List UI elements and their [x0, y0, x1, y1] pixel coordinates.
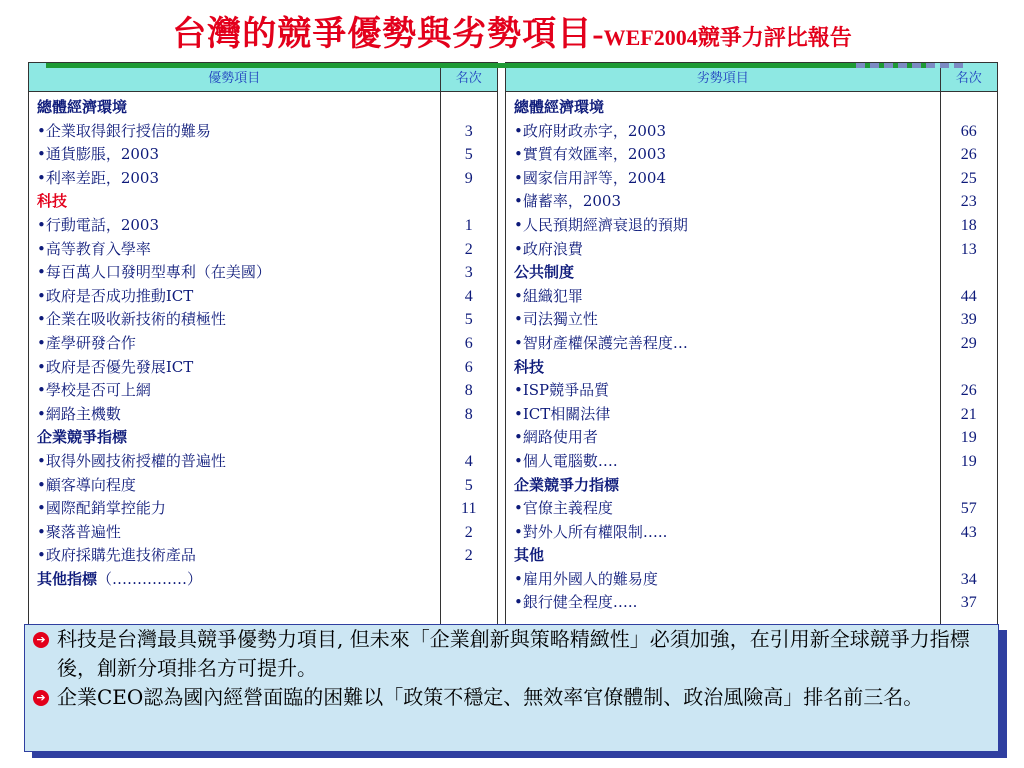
- item-rank: 4: [440, 450, 497, 474]
- item-rank: 21: [940, 403, 997, 427]
- strengths-item-row: [29, 521, 497, 545]
- weaknesses-item-row: [506, 308, 997, 332]
- strengths-item-row: [29, 497, 497, 521]
- item-label: •銀行健全程度…..: [514, 593, 638, 612]
- item-rank: 8: [440, 379, 497, 403]
- strengths-header-rank: 名次: [440, 63, 497, 91]
- item-rank: 43: [940, 521, 997, 545]
- item-label: •個人電腦數….: [514, 451, 618, 470]
- item-label: •學校是否可上網: [37, 381, 151, 400]
- rank-cell-empty: [940, 474, 997, 498]
- strengths-section-row: [29, 568, 497, 592]
- section-heading: 其他指標: [37, 569, 98, 588]
- arrow-circle-icon: ➔: [33, 690, 49, 706]
- item-label: •儲蓄率，2003: [514, 192, 622, 211]
- item-rank: 2: [440, 544, 497, 568]
- rank-cell-empty: [940, 356, 997, 380]
- weaknesses-item-row: [506, 497, 997, 521]
- title-main: 台灣的競爭優勢與劣勢項目: [172, 14, 593, 54]
- title-subtitle: [604, 25, 852, 51]
- rank-cell-empty: [440, 96, 497, 120]
- rank-cell-empty: [440, 568, 497, 592]
- item-rank: 5: [440, 474, 497, 498]
- title-dash: -: [592, 16, 604, 53]
- section-heading: 總體經濟環境: [514, 98, 605, 116]
- strengths-item-row: [29, 120, 497, 144]
- weaknesses-item-row: [506, 332, 997, 356]
- weaknesses-item-row: [506, 379, 997, 403]
- item-label: •通貨膨脹，2003: [37, 145, 160, 164]
- section-heading: 總體經濟環境: [37, 98, 128, 116]
- item-label: •國家信用評等，2004: [514, 168, 667, 187]
- item-label: •政府是否優先發展ICT: [37, 357, 194, 376]
- weaknesses-section-row: [506, 474, 997, 498]
- strengths-item-row: [29, 238, 497, 262]
- section-heading: 其他: [514, 546, 545, 565]
- rank-cell-empty: [440, 190, 497, 214]
- item-rank: 5: [440, 143, 497, 167]
- item-rank: 3: [440, 261, 497, 285]
- item-label: •ICT相關法律: [514, 404, 611, 423]
- weaknesses-table-panel: [505, 62, 998, 630]
- weaknesses-item-row: [506, 450, 997, 474]
- summary-callout: [24, 624, 999, 752]
- item-rank: 44: [940, 285, 997, 309]
- section-heading: 企業競爭指標: [37, 428, 128, 447]
- rank-cell-empty: [940, 261, 997, 285]
- strengths-header-item: 優勢項目: [29, 63, 440, 91]
- strengths-item-row: [29, 308, 497, 332]
- item-label: •網路主機數: [37, 404, 121, 423]
- strengths-item-row: [29, 143, 497, 167]
- item-label: •聚落普遍性: [37, 522, 121, 541]
- item-rank: 66: [940, 120, 997, 144]
- strengths-item-row: [29, 285, 497, 309]
- item-rank: 5: [440, 308, 497, 332]
- item-rank: 19: [940, 426, 997, 450]
- weaknesses-section-row: [506, 96, 997, 120]
- callout-point-2-text: 企業CEO認為國內經營面臨的困難以「政策不穩定、無效率官僚體制、政治風險高」排名前三名。: [57, 685, 924, 709]
- item-rank: 25: [940, 167, 997, 191]
- item-label: •司法獨立性: [514, 310, 598, 329]
- strengths-section-row: [29, 426, 497, 450]
- weaknesses-item-row: [506, 403, 997, 427]
- green-accent-line: [46, 63, 926, 68]
- weaknesses-item-row: [506, 190, 997, 214]
- weaknesses-item-row: [506, 214, 997, 238]
- weaknesses-header-rank: 名次: [940, 63, 997, 91]
- rank-cell-empty: [940, 544, 997, 568]
- strengths-table-panel: [28, 62, 498, 630]
- item-rank: 1: [440, 214, 497, 238]
- item-label: •官僚主義程度: [514, 499, 613, 518]
- item-label: •對外人所有權限制…..: [514, 522, 668, 541]
- item-label: •政府採購先進技術產品: [37, 546, 196, 565]
- item-rank: 6: [440, 356, 497, 380]
- title-sub-text: 競爭力評比報告: [697, 25, 852, 51]
- item-rank: 57: [940, 497, 997, 521]
- item-rank: 2: [440, 521, 497, 545]
- item-label: •政府浪費: [514, 239, 583, 258]
- weaknesses-item-row: [506, 238, 997, 262]
- section-heading: 企業競爭力指標: [514, 475, 620, 494]
- item-label: •企業取得銀行授信的難易: [37, 121, 211, 140]
- item-rank: 2: [440, 238, 497, 262]
- item-rank: 37: [940, 591, 997, 615]
- strengths-item-row: [29, 167, 497, 191]
- section-heading: 科技: [37, 192, 68, 211]
- section-heading-suffix: （……………）: [97, 569, 203, 588]
- item-rank: 39: [940, 308, 997, 332]
- item-rank: 19: [940, 450, 997, 474]
- rank-cell-empty: [440, 426, 497, 450]
- item-label: •國際配銷掌控能力: [37, 499, 166, 518]
- item-label: •人民預期經濟衰退的預期: [514, 215, 688, 234]
- item-rank: 26: [940, 379, 997, 403]
- item-rank: 13: [940, 238, 997, 262]
- callout-point-1: [33, 625, 990, 683]
- page-title: [0, 6, 1024, 56]
- item-label: •高等教育入學率: [37, 239, 151, 258]
- item-label: •政府是否成功推動ICT: [37, 286, 194, 305]
- weaknesses-section-row: [506, 544, 997, 568]
- item-label: •智財產權保護完善程度…: [514, 333, 688, 352]
- title-wef: WEF2004: [603, 25, 698, 50]
- weaknesses-item-row: [506, 167, 997, 191]
- callout-point-1-text: 科技是台灣最具競爭優勢力項目, 但未來「企業創新與策略精緻性」必須加強，在引用新全球競爭力指標後，創新分項排名方可提升。: [57, 627, 970, 680]
- strengths-table: [29, 63, 497, 631]
- weaknesses-item-row: [506, 426, 997, 450]
- item-label: •網路使用者: [514, 428, 598, 447]
- weaknesses-table-body: [506, 91, 997, 655]
- item-rank: 9: [440, 167, 497, 191]
- weaknesses-item-row: [506, 285, 997, 309]
- weaknesses-section-row: [506, 261, 997, 285]
- item-label: •行動電話，2003: [37, 215, 160, 234]
- item-rank: 8: [440, 403, 497, 427]
- item-label: •取得外國技術授權的普遍性: [37, 451, 226, 470]
- weaknesses-header-item: 劣勢項目: [506, 63, 940, 91]
- strengths-item-row: [29, 544, 497, 568]
- weaknesses-item-row: [506, 143, 997, 167]
- item-label: •政府財政赤字，2003: [514, 121, 667, 140]
- weaknesses-section-row: [506, 356, 997, 380]
- strengths-section-row: [29, 190, 497, 214]
- item-rank: 29: [940, 332, 997, 356]
- item-label: •ISP競爭品質: [514, 381, 610, 400]
- item-label: •產學研發合作: [37, 333, 136, 352]
- item-label: •組織犯罪: [514, 286, 583, 305]
- item-rank: 26: [940, 143, 997, 167]
- item-rank: 23: [940, 190, 997, 214]
- section-heading: 科技: [514, 357, 545, 376]
- strengths-section-row: [29, 96, 497, 120]
- item-label: •企業在吸收新技術的積極性: [37, 310, 226, 329]
- weaknesses-item-row: [506, 568, 997, 592]
- strengths-item-row: [29, 403, 497, 427]
- item-rank: 11: [440, 497, 497, 521]
- item-rank: 4: [440, 285, 497, 309]
- strengths-item-row: [29, 474, 497, 498]
- strengths-item-row: [29, 450, 497, 474]
- item-label: •顧客導向程度: [37, 475, 136, 494]
- item-label: •利率差距，2003: [37, 168, 160, 187]
- weaknesses-item-row: [506, 521, 997, 545]
- section-heading: 公共制度: [514, 263, 575, 282]
- item-label: •每百萬人口發明型專利（在美國）: [37, 263, 271, 282]
- item-label: •實質有效匯率，2003: [514, 145, 667, 164]
- weaknesses-table: [506, 63, 997, 655]
- strengths-item-row: [29, 214, 497, 238]
- strengths-item-row: [29, 379, 497, 403]
- weaknesses-item-row: [506, 591, 997, 615]
- rank-cell-empty: [940, 96, 997, 120]
- item-label: •雇用外國人的難易度: [514, 569, 658, 588]
- strengths-item-row: [29, 332, 497, 356]
- strengths-table-body: [29, 91, 497, 631]
- weaknesses-item-row: [506, 120, 997, 144]
- item-rank: 6: [440, 332, 497, 356]
- arrow-circle-icon: ➔: [33, 632, 49, 648]
- strengths-item-row: [29, 261, 497, 285]
- strengths-item-row: [29, 356, 497, 380]
- callout-point-2: [33, 683, 990, 712]
- item-rank: 18: [940, 214, 997, 238]
- dotted-accent-line: [856, 63, 966, 68]
- item-rank: 3: [440, 120, 497, 144]
- item-rank: 34: [940, 568, 997, 592]
